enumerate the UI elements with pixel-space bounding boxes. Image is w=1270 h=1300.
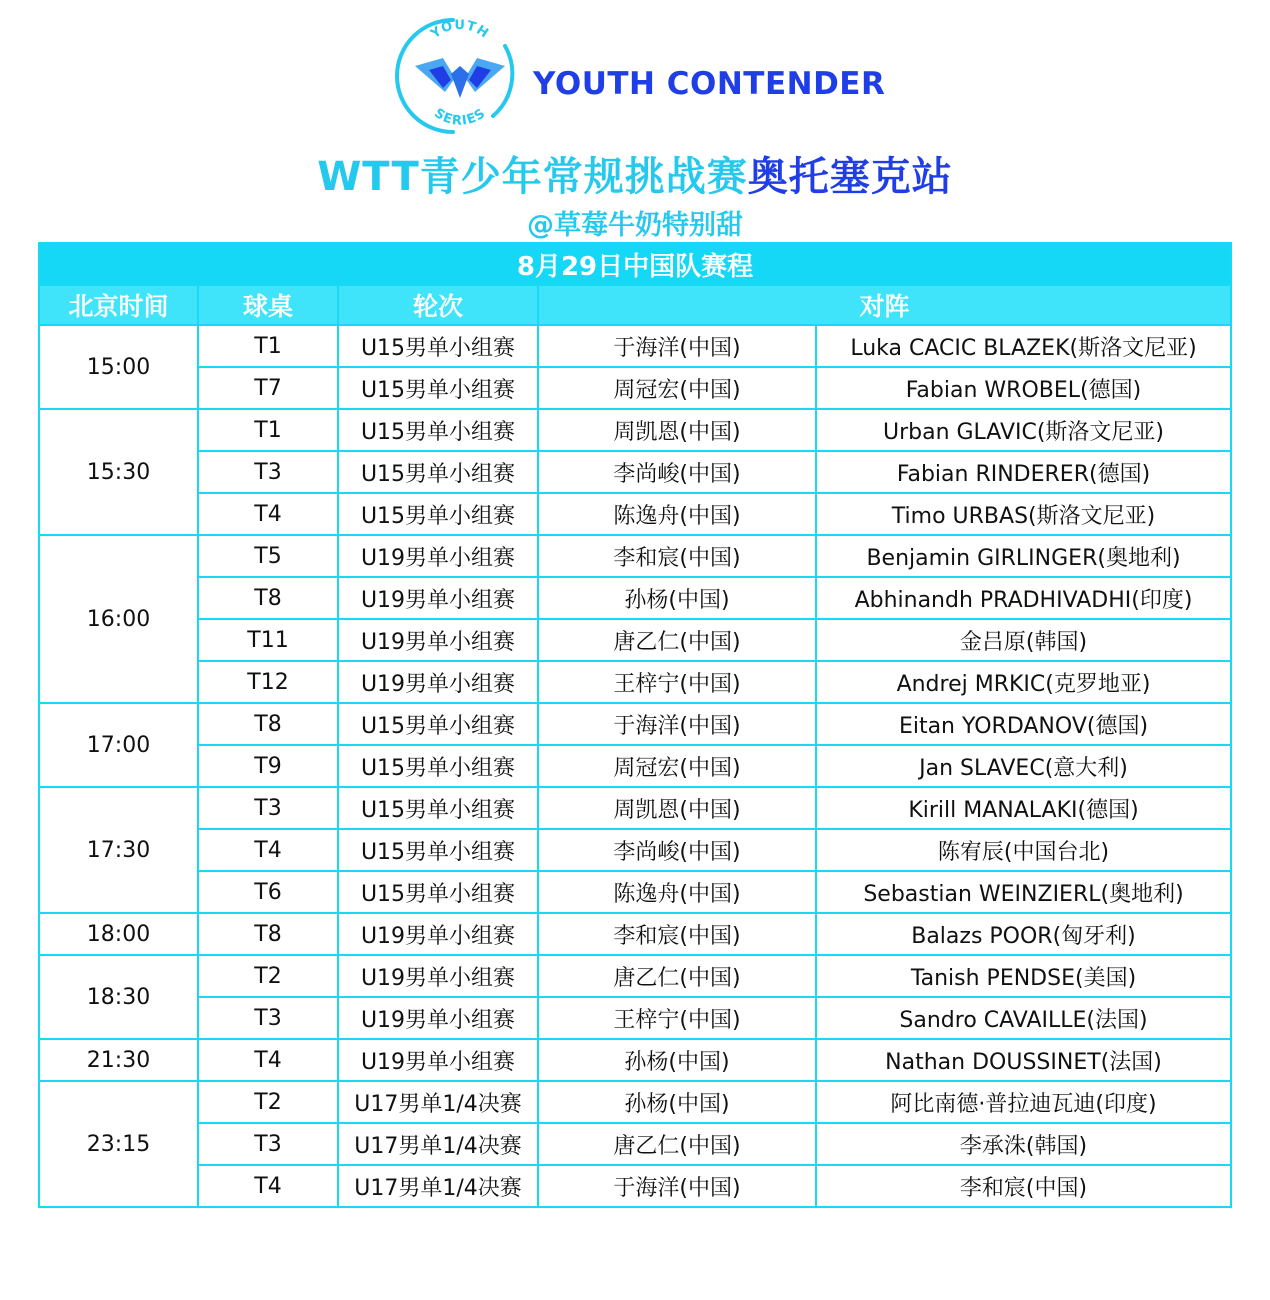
opponent-cell: Fabian RINDERER(德国) (816, 451, 1231, 493)
table-cell: T8 (198, 577, 338, 619)
round-cell: U19男单小组赛 (338, 1039, 538, 1081)
opponent-cell: Sebastian WEINZIERL(奥地利) (816, 871, 1231, 913)
table-row (39, 871, 1231, 913)
player-cell: 孙杨(中国) (538, 577, 816, 619)
opponent-cell: Kirill MANALAKI(德国) (816, 787, 1231, 829)
opponent-cell: 陈宥辰(中国台北) (816, 829, 1231, 871)
brand-name: YOUTH CONTENDER (533, 66, 886, 102)
time-cell: 23:15 (39, 1081, 198, 1207)
time-cell: 17:30 (39, 787, 198, 913)
player-cell: 于海洋(中国) (538, 703, 816, 745)
table-banner-row (39, 243, 1231, 285)
table-cell: T4 (198, 829, 338, 871)
round-cell: U19男单小组赛 (338, 913, 538, 955)
table-row (39, 1081, 1231, 1123)
table-row (39, 745, 1231, 787)
header-matchup: 对阵 (538, 285, 1231, 325)
player-cell: 李和宸(中国) (538, 535, 816, 577)
player-cell: 孙杨(中国) (538, 1039, 816, 1081)
opponent-cell: Fabian WROBEL(德国) (816, 367, 1231, 409)
player-cell: 唐乙仁(中国) (538, 619, 816, 661)
table-cell: T4 (198, 1039, 338, 1081)
opponent-cell: 李承洙(韩国) (816, 1123, 1231, 1165)
author-handle: @草莓牛奶特别甜 (527, 210, 743, 241)
time-cell: 21:30 (39, 1039, 198, 1081)
table-cell: T1 (198, 409, 338, 451)
table-row (39, 325, 1231, 367)
time-cell: 15:00 (39, 325, 198, 409)
table-row (39, 955, 1231, 997)
wtt-youth-series-logo (395, 8, 525, 138)
round-cell: U17男单1/4决赛 (338, 1081, 538, 1123)
table-cell: T3 (198, 451, 338, 493)
wtt-wing-icon (415, 58, 505, 98)
time-cell: 17:00 (39, 703, 198, 787)
opponent-cell: Luka CACIC BLAZEK(斯洛文尼亚) (816, 325, 1231, 367)
round-cell: U19男单小组赛 (338, 997, 538, 1039)
svg-text:SERIES (431, 106, 489, 129)
player-cell: 周冠宏(中国) (538, 367, 816, 409)
opponent-cell: Abhinandh PRADHIVADHI(印度) (816, 577, 1231, 619)
title-event: WTT青少年常规挑战赛 (317, 154, 748, 200)
schedule-banner: 8月29日中国队赛程 (39, 243, 1231, 285)
opponent-cell: Balazs POOR(匈牙利) (816, 913, 1231, 955)
opponent-cell: Urban GLAVIC(斯洛文尼亚) (816, 409, 1231, 451)
opponent-cell: Nathan DOUSSINET(法国) (816, 1039, 1231, 1081)
round-cell: U19男单小组赛 (338, 535, 538, 577)
table-header-row (39, 285, 1231, 325)
opponent-cell: Tanish PENDSE(美国) (816, 955, 1231, 997)
opponent-cell: Eitan YORDANOV(德国) (816, 703, 1231, 745)
round-cell: U15男单小组赛 (338, 829, 538, 871)
table-cell: T3 (198, 1123, 338, 1165)
header-time: 北京时间 (39, 285, 198, 325)
time-cell: 18:30 (39, 955, 198, 1039)
time-cell: 16:00 (39, 535, 198, 703)
player-cell: 李尚峻(中国) (538, 451, 816, 493)
table-row (39, 787, 1231, 829)
player-cell: 周凯恩(中国) (538, 787, 816, 829)
player-cell: 王梓宁(中国) (538, 997, 816, 1039)
table-cell: T3 (198, 997, 338, 1039)
table-row (39, 1165, 1231, 1207)
player-cell: 李和宸(中国) (538, 913, 816, 955)
round-cell: U15男单小组赛 (338, 703, 538, 745)
header-table: 球桌 (198, 285, 338, 325)
opponent-cell: 金吕原(韩国) (816, 619, 1231, 661)
time-cell: 18:00 (39, 913, 198, 955)
table-row (39, 829, 1231, 871)
round-cell: U15男单小组赛 (338, 367, 538, 409)
round-cell: U17男单1/4决赛 (338, 1123, 538, 1165)
table-cell: T8 (198, 913, 338, 955)
table-row (39, 577, 1231, 619)
player-cell: 陈逸舟(中国) (538, 493, 816, 535)
poster-header (0, 0, 1270, 240)
round-cell: U19男单小组赛 (338, 619, 538, 661)
round-cell: U15男单小组赛 (338, 451, 538, 493)
round-cell: U17男单1/4决赛 (338, 1165, 538, 1207)
table-row (39, 913, 1231, 955)
round-cell: U15男单小组赛 (338, 787, 538, 829)
table-cell: T2 (198, 1081, 338, 1123)
player-cell: 孙杨(中国) (538, 1081, 816, 1123)
table-cell: T4 (198, 1165, 338, 1207)
round-cell: U15男单小组赛 (338, 493, 538, 535)
player-cell: 于海洋(中国) (538, 325, 816, 367)
opponent-cell: Benjamin GIRLINGER(奥地利) (816, 535, 1231, 577)
player-cell: 周冠宏(中国) (538, 745, 816, 787)
table-cell: T7 (198, 367, 338, 409)
table-cell: T4 (198, 493, 338, 535)
table-cell: T5 (198, 535, 338, 577)
title-station: 奥托塞克站 (747, 154, 953, 200)
table-row (39, 997, 1231, 1039)
player-cell: 李尚峻(中国) (538, 829, 816, 871)
opponent-cell: Jan SLAVEC(意大利) (816, 745, 1231, 787)
player-cell: 于海洋(中国) (538, 1165, 816, 1207)
round-cell: U19男单小组赛 (338, 577, 538, 619)
table-cell: T9 (198, 745, 338, 787)
table-cell: T1 (198, 325, 338, 367)
table-row (39, 409, 1231, 451)
table-row (39, 367, 1231, 409)
opponent-cell: 阿比南德·普拉迪瓦迪(印度) (816, 1081, 1231, 1123)
header-round: 轮次 (338, 285, 538, 325)
round-cell: U15男单小组赛 (338, 745, 538, 787)
table-row (39, 703, 1231, 745)
table-row (39, 661, 1231, 703)
table-cell: T6 (198, 871, 338, 913)
table-row (39, 493, 1231, 535)
table-cell: T12 (198, 661, 338, 703)
round-cell: U19男单小组赛 (338, 661, 538, 703)
logo-top-text: YOUTH (428, 17, 492, 42)
table-row (39, 535, 1231, 577)
table-row (39, 1039, 1231, 1081)
table-row (39, 451, 1231, 493)
table-cell: T3 (198, 787, 338, 829)
table-row (39, 619, 1231, 661)
player-cell: 唐乙仁(中国) (538, 1123, 816, 1165)
player-cell: 陈逸舟(中国) (538, 871, 816, 913)
table-cell: T8 (198, 703, 338, 745)
round-cell: U15男单小组赛 (338, 409, 538, 451)
schedule-table (38, 242, 1232, 1208)
opponent-cell: 李和宸(中国) (816, 1165, 1231, 1207)
round-cell: U19男单小组赛 (338, 955, 538, 997)
table-row (39, 1123, 1231, 1165)
round-cell: U15男单小组赛 (338, 325, 538, 367)
time-cell: 15:30 (39, 409, 198, 535)
schedule-body (39, 325, 1231, 1207)
page-title (0, 145, 1270, 202)
player-cell: 王梓宁(中国) (538, 661, 816, 703)
player-cell: 唐乙仁(中国) (538, 955, 816, 997)
player-cell: 周凯恩(中国) (538, 409, 816, 451)
logo-bottom-text: SERIES (431, 105, 489, 129)
opponent-cell: Andrej MRKIC(克罗地亚) (816, 661, 1231, 703)
opponent-cell: Timo URBAS(斯洛文尼亚) (816, 493, 1231, 535)
round-cell: U15男单小组赛 (338, 871, 538, 913)
opponent-cell: Sandro CAVAILLE(法国) (816, 997, 1231, 1039)
table-cell: T2 (198, 955, 338, 997)
table-cell: T11 (198, 619, 338, 661)
